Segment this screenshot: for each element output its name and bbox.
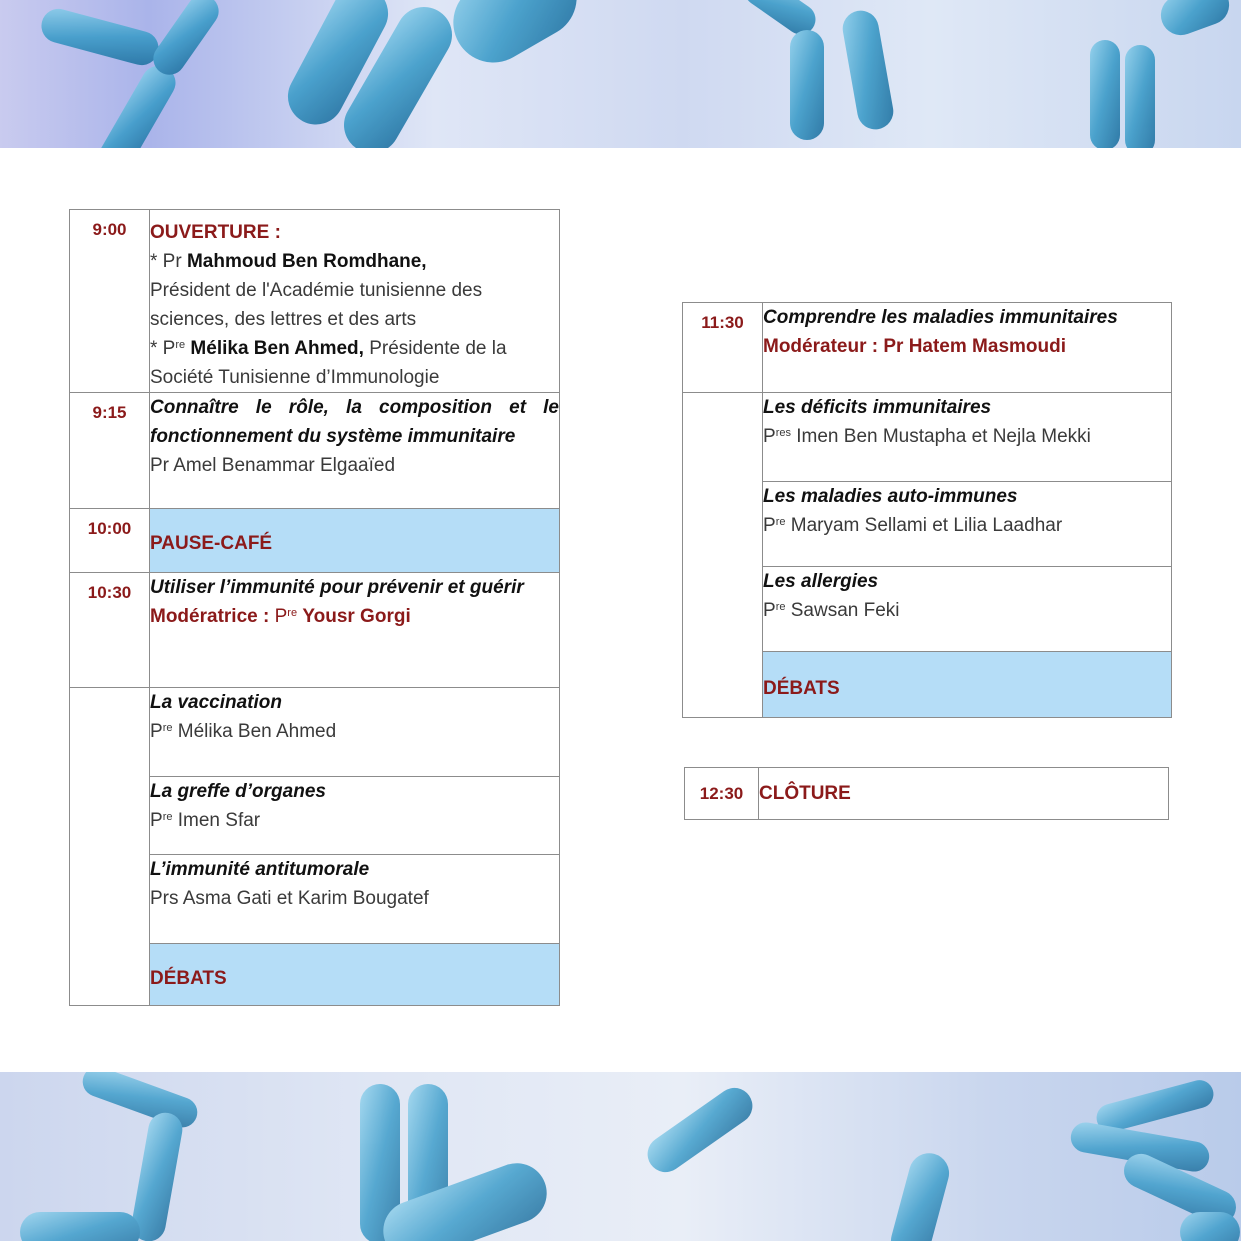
talk-cell bbox=[763, 482, 1172, 567]
time-cell-empty bbox=[683, 393, 763, 718]
talk-title: Les allergies bbox=[763, 571, 879, 592]
closing-label: CLÔTURE bbox=[759, 783, 851, 804]
talk-row bbox=[683, 393, 1172, 482]
moderator-line: Modératrice : $P^{re}$ Yousr Gorgi bbox=[150, 606, 411, 627]
talk-title: Les déficits immunitaires bbox=[763, 397, 992, 418]
talk-title: La greffe d’organes bbox=[150, 781, 326, 802]
session-title: Comprendre les maladies immunitaires bbox=[763, 307, 1118, 328]
time-cell: 10:00 bbox=[70, 509, 150, 573]
talk-cell bbox=[763, 393, 1172, 482]
time-cell: 9:15 bbox=[70, 393, 150, 509]
debate-label: DÉBATS bbox=[763, 678, 840, 699]
talk-cell bbox=[763, 567, 1172, 652]
program-row-915 bbox=[70, 393, 560, 509]
program-row-coffee bbox=[70, 509, 560, 573]
talk-speaker: $P^{res}$ Imen Ben Mustapha et Nejla Mekki bbox=[763, 426, 1091, 447]
talk-title: La vaccination bbox=[150, 692, 282, 713]
top-banner-image bbox=[0, 0, 1241, 148]
debate-cell bbox=[763, 652, 1172, 718]
talk-cell bbox=[150, 777, 560, 855]
time-cell: 10:30 bbox=[70, 573, 150, 688]
talk-speaker: $P^{re}$ Sawsan Feki bbox=[763, 600, 900, 621]
program-table-left bbox=[69, 209, 560, 1006]
moderator-line: Modérateur : Pr Hatem Masmoudi bbox=[763, 336, 1066, 357]
closing-table bbox=[684, 767, 1169, 820]
talk-row bbox=[70, 688, 560, 777]
speaker-line: * $P^{re}$ Mélika Ben Ahmed, Présidente de la Société Tunisienne d’Immunologie bbox=[150, 338, 507, 388]
program-row-1030 bbox=[70, 573, 560, 688]
talk-cell bbox=[150, 688, 560, 777]
bottom-banner-image bbox=[0, 1072, 1241, 1241]
coffee-label: PAUSE-CAFÉ bbox=[150, 533, 273, 554]
opening-title: OUVERTURE : bbox=[150, 222, 281, 243]
speaker-line: * Pr Mahmoud Ben Romdhane, bbox=[150, 251, 427, 272]
time-cell: 9:00 bbox=[70, 210, 150, 393]
coffee-cell bbox=[150, 509, 560, 573]
antibody-illustration bbox=[0, 1072, 1241, 1241]
antibody-illustration bbox=[0, 0, 1241, 148]
time-cell: 12:30 bbox=[685, 768, 759, 820]
session-cell bbox=[150, 393, 560, 509]
opening-cell bbox=[150, 210, 560, 393]
talk-speaker: $P^{re}$ Mélika Ben Ahmed bbox=[150, 721, 337, 742]
session-cell bbox=[763, 303, 1172, 393]
closing-row bbox=[685, 768, 1169, 820]
talk-cell bbox=[150, 855, 560, 944]
program-row-1130 bbox=[683, 303, 1172, 393]
session-title: Connaître le rôle, la composition et le fonctionnement du système immunitaire bbox=[150, 397, 559, 447]
talk-speaker: $P^{re}$ Maryam Sellami et Lilia Laadhar bbox=[763, 515, 1063, 536]
session-cell bbox=[150, 573, 560, 688]
speaker-role: Président de l'Académie tunisienne des sciences, des lettres et des arts bbox=[150, 280, 483, 330]
session-title: Utiliser l’immunité pour prévenir et guérir bbox=[150, 577, 524, 598]
closing-cell bbox=[759, 768, 1169, 820]
program-table-right bbox=[682, 302, 1172, 718]
debate-cell bbox=[150, 944, 560, 1006]
program-row-opening bbox=[70, 210, 560, 393]
time-cell-empty bbox=[70, 688, 150, 1006]
talk-title: Les maladies auto-immunes bbox=[763, 486, 1018, 507]
time-cell: 11:30 bbox=[683, 303, 763, 393]
talk-title: L’immunité antitumorale bbox=[150, 859, 370, 880]
talk-speaker: Prs Asma Gati et Karim Bougatef bbox=[150, 888, 429, 909]
debate-label: DÉBATS bbox=[150, 968, 227, 989]
speaker-name: Pr Amel Benammar Elgaaïed bbox=[150, 455, 396, 476]
talk-speaker: $P^{re}$ Imen Sfar bbox=[150, 810, 261, 831]
